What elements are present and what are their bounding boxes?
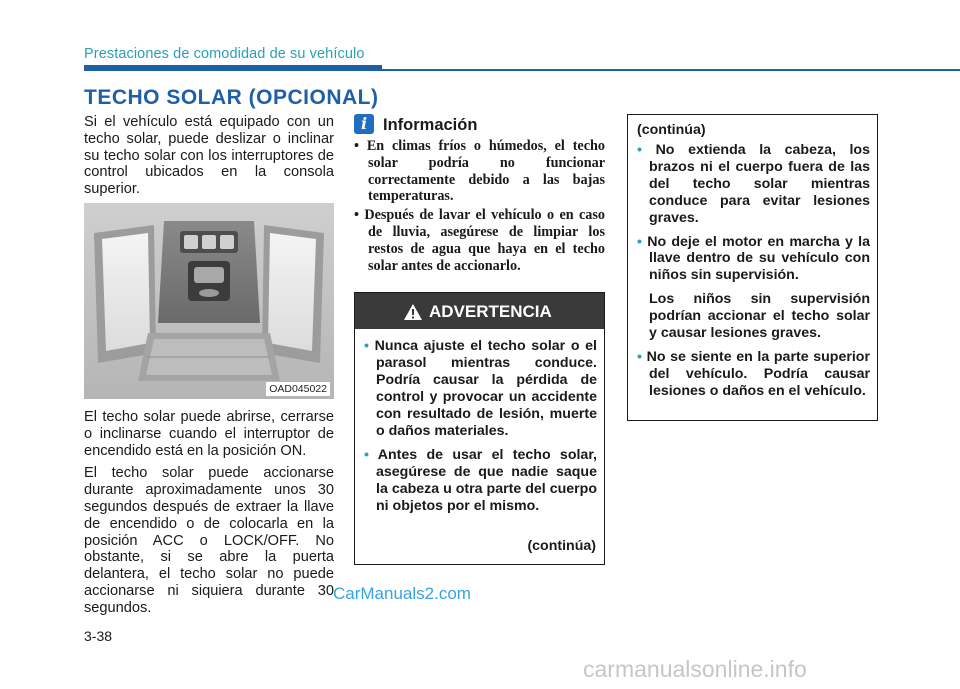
warning-header — [355, 293, 604, 329]
continued-title: (continúa) — [637, 122, 706, 138]
operation-paragraph-2: El techo solar puede accionarse durante aproximadamente unos 30 segundos después de extraer la llave de encendido o de colocarla en la posición ACC o LOCK/OFF. No obstante, si se abre la puerta delantera, el techo solar no puede accionarse ni siquiera durante 30 segundos. — [84, 465, 334, 616]
warning-continues: (continúa) — [527, 538, 596, 554]
continued-warning-box — [627, 114, 878, 421]
info-icon: i — [354, 114, 374, 134]
warning-item: • No extienda la cabeza, los brazos ni el cuerpo fuera de las del techo solar mientras conduce para evitar lesiones graves. — [637, 142, 870, 226]
section-title: Prestaciones de comodidad de su vehículo — [84, 46, 365, 62]
overhead-console-illustration — [84, 203, 334, 399]
overhead-console-photo — [84, 203, 334, 399]
continued-warning-list — [637, 142, 870, 400]
page-number: 3-38 — [84, 628, 113, 644]
watermark-carmanualsonline: carmanualsonline.info — [583, 656, 807, 682]
warning-box — [354, 292, 605, 565]
operation-text-block — [84, 409, 334, 617]
warning-triangle-icon — [403, 303, 423, 321]
intro-block — [84, 114, 334, 198]
page-heading: TECHO SOLAR (OPCIONAL) — [84, 86, 379, 109]
warning-label: ADVERTENCIA — [429, 302, 552, 321]
warning-item: • Antes de usar el techo solar, asegúrese de que nadie saque la cabeza u otra parte del cuerpo ni objetos por el mismo. — [364, 447, 598, 515]
info-list — [354, 138, 605, 276]
header-rule — [382, 69, 960, 71]
warning-list — [364, 338, 597, 515]
warning-item: • No deje el motor en marcha y la llave dentro de su vehículo con niños sin supervisión. Los niños sin supervisión podrían accionar el techo solar y causar lesiones graves. — [637, 233, 870, 342]
figure-code: OAD045022 — [266, 382, 330, 396]
info-title: Información — [383, 116, 478, 134]
warning-sub-note: Los niños sin supervisión podrían accionar el techo solar y causar lesiones graves. — [649, 291, 870, 342]
info-item: • En climas fríos o húmedos, el techo solar podría no funcionar correctamente debido a las bajas temperaturas. — [354, 138, 605, 205]
header-bar — [84, 65, 382, 71]
operation-paragraph-1: El techo solar puede abrirse, cerrarse o inclinarse cuando el interruptor de encendido está en la posición ON. — [84, 409, 334, 459]
warning-item: • Nunca ajuste el techo solar o el parasol mientras conduce. Podría causar la pérdida de control y provocar un accidente con resultado de lesión, muerte o daños materiales. — [364, 338, 597, 439]
intro-paragraph: Si el vehículo está equipado con un techo solar, puede deslizar o inclinar su techo solar con los interruptores de control ubicados en la consola superior. — [84, 114, 334, 198]
watermark-carmanuals: CarManuals2.com — [333, 584, 471, 603]
info-item: • Después de lavar el vehículo o en caso de lluvia, asegúrese de limpiar los restos de agua que haya en el techo solar antes de accionarlo. — [354, 207, 606, 274]
warning-item: • No se siente en la parte superior del vehículo. Podría causar lesiones o daños en el vehículo. — [637, 348, 870, 399]
